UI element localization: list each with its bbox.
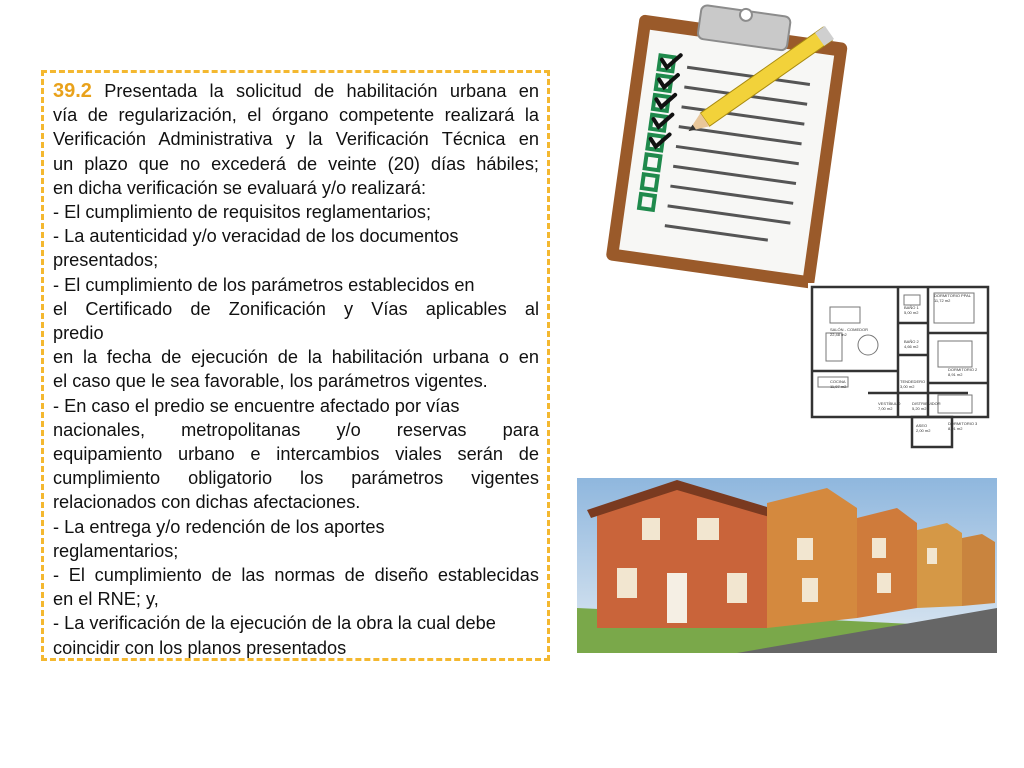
floorplan-room-label: DORMITORIO PPAL (934, 293, 971, 298)
photo-reflection (577, 653, 997, 700)
floorplan-room-area: 11,97 m2 (830, 384, 847, 389)
article-line: - La entrega y/o redención de los aportes (53, 516, 385, 537)
article-line: - La autenticidad y/o veracidad de los documentos (53, 226, 459, 247)
article-line: presentados; (53, 250, 159, 271)
article-line: Verificación Administrativa y la Verificación Técnica en (53, 129, 539, 150)
article-line: - La verificación de la ejecución de la obra la cual debe (53, 613, 496, 634)
floorplan-room-label: COCINA (830, 379, 846, 384)
article-line: el Certificado de Zonificación y Vías aplicables al (53, 298, 539, 319)
floorplan-room-label: BAÑO 2 (904, 339, 919, 344)
article-lines (53, 103, 539, 660)
floorplan-room-area: 5,00 m2 (904, 310, 919, 315)
article-line: - El cumplimiento de las normas de diseño establecidas (53, 565, 539, 586)
floorplan-room-label: ASEO (916, 423, 928, 428)
article-line: el caso que le sea favorable, los parámetros vigentes. (53, 371, 488, 392)
floorplan-room-label: VESTÍBULO (878, 401, 901, 406)
floor-plan-image (808, 283, 996, 453)
article-line: relacionados con dichas afectaciones. (53, 492, 361, 513)
floorplan-room-label: DISTRIBUIDOR (912, 401, 941, 406)
article-first-line-text: Presentada la solicitud de habilitación urbana en (91, 81, 539, 101)
floorplan-room-label: TENDEDERO (900, 379, 926, 384)
article-first-line (53, 79, 539, 103)
article-line: en la fecha de ejecución de la habilitación urbana o en (53, 347, 539, 368)
floorplan-room-area: 5,20 m2 (912, 406, 927, 411)
article-line: coincidir con los planos presentados (53, 637, 347, 658)
floorplan-room-label: DORMITORIO 2 (948, 367, 978, 372)
floorplan-room-area: 2,00 m2 (916, 428, 931, 433)
article-line: equipamiento urbano e intercambios viales serán de (53, 444, 539, 465)
floorplan-room-area: 11,72 m2 (934, 298, 951, 303)
floorplan-room-area: 8,91 m2 (948, 426, 963, 431)
article-line: en dicha verificación se evaluará y/o realizará: (53, 177, 427, 198)
clipboard-checklist-icon (590, 0, 870, 290)
floorplan-room-area: 7,00 m2 (878, 406, 893, 411)
article-line: un plazo que no excederá de veinte (20) días hábiles; (53, 153, 539, 174)
article-line: reglamentarios; (53, 540, 179, 561)
floorplan-room-area: 22,48 m2 (830, 332, 847, 337)
article-line: - El cumplimiento de los parámetros establecidos en (53, 274, 475, 295)
article-number: 39.2 (53, 80, 92, 102)
article-line: nacionales, metropolitanas y/o reservas para (53, 419, 539, 440)
article-text-box (41, 70, 550, 661)
floorplan-room-area: 4,66 m2 (904, 344, 919, 349)
clipboard-clip-hole (739, 8, 753, 22)
floorplan-room-label: DORMITORIO 3 (948, 421, 978, 426)
floorplan-room-area: 3,00 m2 (900, 384, 915, 389)
article-line: - En caso el predio se encuentre afectado por vías (53, 395, 460, 416)
article-line: predio (53, 323, 104, 344)
floorplan-room-label: BAÑO 1 (904, 305, 919, 310)
article-line: vía de regularización, el órgano competente realizará la (53, 105, 539, 126)
floorplan-room-label: SALÓN - COMEDOR (830, 327, 869, 332)
townhouses-photo (577, 478, 997, 700)
article-line: - El cumplimiento de requisitos reglamentarios; (53, 202, 432, 223)
article-line: cumplimiento obligatorio los parámetros vigentes (53, 468, 539, 489)
article-line: en el RNE; y, (53, 589, 159, 610)
floorplan-room-area: 8,91 m2 (948, 372, 963, 377)
